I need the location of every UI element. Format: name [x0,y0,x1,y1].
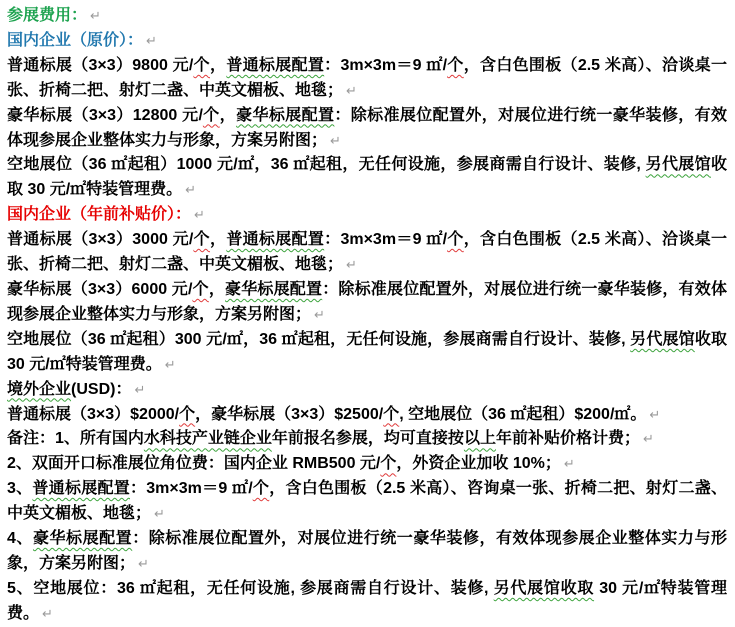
paragraph-mark-icon: ↵ [90,8,101,23]
text-run: ：3m×3m＝9 ㎡/ [324,231,448,249]
text-run: 个 [193,56,210,74]
text-run: 国内企业（年前补贴价）： [7,206,192,224]
text-run: 水科技产业链企业 [143,430,272,448]
text-run: 以上 [463,430,496,448]
text-run: 个 [252,480,270,498]
para-standard-booth-original [7,54,727,104]
paragraph-mark-icon: ↵ [138,555,149,571]
paragraph-text [7,381,131,398]
heading-overseas-usd [7,378,727,403]
paragraph-mark-icon: ↵ [346,257,357,273]
text-run: 普通标展配置 [226,56,325,74]
paragraph-text [7,430,640,447]
paragraph-text [7,156,727,198]
paragraph-text [7,455,561,472]
text-run: ：3m×3m＝9 ㎡/ [324,56,448,74]
text-run: 30 元/㎡特装管理费。 [7,579,727,622]
paragraph-text [7,580,727,622]
paragraph-text [7,206,191,223]
paragraph-mark-icon: ↵ [314,306,325,322]
text-run: 境外企业 [7,380,72,398]
text-run: 3、 [7,480,33,498]
para-note-4 [7,527,727,577]
para-standard-booth-subsidy [7,228,727,278]
para-raw-space-subsidy [7,328,727,378]
para-note-1 [7,427,727,452]
paragraph-text [7,480,727,522]
paragraph-mark-icon: ↵ [154,506,165,522]
text-run: ：3m×3m＝9 ㎡/ [130,480,253,498]
paragraph-text [7,231,727,273]
paragraph-text [7,281,727,323]
text-run: ，含白色围板（2.5 米高）、咨询桌一张、折椅二把、射灯二盏、中英文楣板、地毯； [7,480,727,523]
text-run: 个 [202,106,220,124]
text-run: ，外资企业加收 10%； [396,455,561,473]
paragraph-mark-icon: ↵ [42,605,53,621]
heading-fees [7,4,727,29]
text-run: 5、空地展位：36 ㎡起租，无任何设施, 参展商需自行设计、装修, [7,579,494,597]
para-raw-space-original [7,153,727,203]
paragraph-text [7,530,727,572]
text-run: 另代展馆收取 [493,579,595,597]
text-run: 收取 30 元/㎡特装管理费。 [7,330,727,373]
heading-domestic-subsidy-price [7,203,727,228]
text-run: ：除标准展位配置外，对展位进行统一豪华装修，有效体现参展企业整体实力与形象，方案另附图； [7,280,727,323]
heading-domestic-original-price [7,29,727,54]
text-run: 年前报名参展，均可直接按 [271,430,464,448]
text-run: 收取 30 元/㎡特装管理费。 [7,156,727,199]
text-run: 个 [179,405,196,423]
paragraph-text [7,331,727,373]
text-run: (USD)： [71,380,132,398]
text-run: ，豪华标展（3×3）$2500/ [195,405,384,423]
para-note-3 [7,477,727,527]
text-run: 2、双面开口标准展位角位费：国内企业 RMB500 元/ [7,455,381,473]
paragraph-mark-icon: ↵ [346,82,357,98]
text-run: 普通标展（3×3）$2000/ [7,405,180,423]
paragraph-text [7,406,646,423]
paragraph-mark-icon: ↵ [194,207,205,223]
paragraph-text [7,32,143,49]
text-run: 豪华标展（3×3）6000 元/ [7,280,193,298]
text-run: 个 [192,280,209,298]
text-run: ， [208,280,226,298]
text-run: 个 [447,231,464,249]
text-run: 个 [447,56,464,74]
text-run: 豪华标展（3×3）12800 元/ [7,106,203,124]
text-run: 普通标展配置 [226,231,325,249]
text-run: 普通标展（3×3）3000 元/ [7,231,194,249]
text-run: 豪华标展配置 [225,280,323,298]
text-run: 国内企业（原价）： [7,31,144,49]
text-run: ， [210,56,227,74]
text-run: ，含白色围板（2.5 米高）、洽谈桌一张、折椅二把、射灯二盏、中英文楣板、地毯； [7,56,727,99]
paragraph-mark-icon: ↵ [563,456,575,472]
paragraph-mark-icon: ↵ [134,381,146,397]
text-run: 个 [380,455,397,473]
text-run: 普通标展（3×3）9800 元/ [7,56,194,74]
text-run: 个 [383,405,400,423]
text-run: 年前补贴价格计费； [495,430,640,448]
text-run: , 空地展位（36 ㎡起租）$200/㎡。 [399,405,647,423]
text-run: 4、 [7,530,33,548]
text-run: 另代展馆 [645,156,711,174]
text-run: 豪华标展配置 [236,106,335,124]
paragraph-mark-icon: ↵ [164,356,176,372]
paragraph-text [7,7,87,24]
text-run: ， [219,106,237,124]
paragraph-mark-icon: ↵ [146,32,157,48]
para-note-2 [7,452,727,477]
para-overseas-prices [7,403,727,428]
text-run: 另代展馆 [630,330,695,348]
para-deluxe-booth-subsidy [7,278,727,328]
text-run: 个 [193,231,210,249]
paragraph-mark-icon: ↵ [642,431,654,447]
paragraph-text [7,57,727,99]
text-run: ：除标准展位配置外，对展位进行统一豪华装修，有效体现参展企业整体实力与形象，方案另附图； [7,106,727,149]
text-run: 空地展位（36 ㎡起租）1000 元/㎡，36 ㎡起租，无任何设施，参展商需自行设计、装修, [7,156,646,174]
text-run: ：除标准展位配置外，对展位进行统一豪华装修，有效体现参展企业整体实力与形象，方案另附图； [7,530,727,572]
para-deluxe-booth-original [7,104,727,154]
text-run: 参展费用： [7,7,88,24]
text-run: 空地展位（36 ㎡起租）300 元/㎡，36 ㎡起租，无任何设施，参展商需自行设计、装修, [7,330,631,348]
paragraph-mark-icon: ↵ [330,132,341,148]
para-note-5 [7,577,727,627]
text-run: 豪华标展配置 [32,530,133,548]
text-run: 普通标展配置 [32,480,130,498]
paragraph-mark-icon: ↵ [649,406,661,422]
text-run: 备注：1、所有国内 [7,430,144,448]
paragraph-mark-icon: ↵ [185,182,197,198]
text-run: ， [210,231,227,249]
text-run: ，含白色围板（2.5 米高）、洽谈桌一张、折椅二把、射灯二盏、中英文楣板、地毯； [7,231,727,274]
paragraph-text [7,107,727,149]
